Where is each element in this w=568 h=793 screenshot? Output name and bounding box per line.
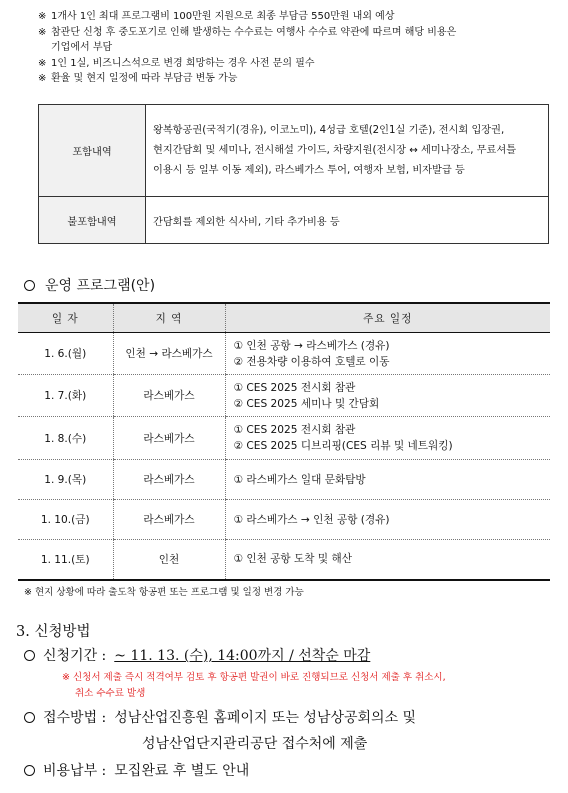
table-row: 1. 11.(토) 인천 ① 인천 공항 도착 및 해산	[18, 540, 550, 580]
apply-payment: 비용납부 : 모집완료 후 별도 안내	[24, 760, 249, 780]
apply-period: 신청기간 : ~ 11. 13. (수), 14:00까지 / 선착순 마감	[24, 645, 370, 665]
circle-bullet-icon	[24, 712, 35, 723]
note-2-cont: 기업에서 부담	[51, 42, 113, 53]
excluded-content: 간담회를 제외한 식사비, 기타 추가비용 등	[146, 197, 549, 244]
program-table	[18, 302, 550, 581]
included-label: 포함내역	[39, 105, 146, 197]
cost-table	[38, 104, 549, 244]
program-header-row	[18, 303, 550, 333]
program-footnote: ※ 현지 상황에 따라 출도착 항공편 또는 프로그램 및 일정 변경 가능	[24, 587, 304, 598]
program-heading: 운영 프로그램(안)	[24, 275, 155, 295]
table-row: 1. 10.(금) 라스베가스 ① 라스베가스 → 인천 공항 (경유)	[18, 500, 550, 540]
apply-method-cont: 성남산업단지관리공단 접수처에 제출	[142, 736, 368, 752]
table-row: 1. 6.(월) 인천 → 라스베가스 ① 인천 공항 → 라스베가스 (경유) ② 전용차량 이용하여 호텔로 이동	[18, 333, 550, 375]
included-row	[39, 105, 549, 197]
note-4: ※ 환율 및 현지 일정에 따라 부담금 변동 가능	[38, 73, 238, 84]
table-row: 1. 8.(수) 라스베가스 ① CES 2025 전시회 참관 ② CES 2025 디브리핑(CES 리뷰 및 네트워킹)	[18, 417, 550, 460]
cancel-warning: ※ 신청서 제출 즉시 적격여부 검토 후 항공편 발권이 바로 진행되므로 신청서 제출 후 취소시, 취소 수수료 발생	[62, 672, 446, 699]
header-region: 지 역	[113, 303, 225, 333]
circle-bullet-icon	[24, 280, 35, 291]
apply-method: 접수방법 : 성남산업진흥원 홈페이지 또는 성남상공회의소 및	[24, 707, 416, 727]
notes-block	[38, 9, 553, 87]
circle-bullet-icon	[24, 650, 35, 661]
table-row: 1. 9.(목) 라스베가스 ① 라스베가스 일대 문화탐방	[18, 460, 550, 500]
section-3-title: 3. 신청방법	[16, 624, 91, 640]
note-2: ※ 참관단 신청 후 중도포기로 인해 발생하는 수수료는 여행사 수수료 약관에 따르며 해당 비용은	[38, 26, 457, 38]
note-1: ※ 1개사 1인 최대 프로그램비 100만원 지원으로 최종 부담금 550만원 내외 예상	[38, 11, 395, 22]
included-content: 왕복항공권(국적기(경유), 이코노미), 4성급 호텔(2인1실 기준), 전시회 입장권, 현지간담회 및 세미나, 전시해설 가이드, 차량지원(전시장 ↔ 세미나장소, 무료셔틀 이용시 등 일부 이동 제외), 라스베가스 투어, 여행자 보험, 비자발급 등	[146, 105, 549, 197]
excluded-row	[39, 197, 549, 244]
header-date: 일 자	[18, 303, 113, 333]
note-3: ※ 1인 1실, 비즈니스석으로 변경 희망하는 경우 사전 문의 필수	[38, 57, 315, 69]
table-row: 1. 7.(화) 라스베가스 ① CES 2025 전시회 참관 ② CES 2025 세미나 및 간담회	[18, 375, 550, 417]
header-schedule: 주요 일정	[225, 303, 550, 333]
period-value: ~ 11. 13. (수), 14:00까지 / 선착순 마감	[114, 648, 371, 664]
circle-bullet-icon	[24, 765, 35, 776]
excluded-label: 불포함내역	[39, 197, 146, 244]
